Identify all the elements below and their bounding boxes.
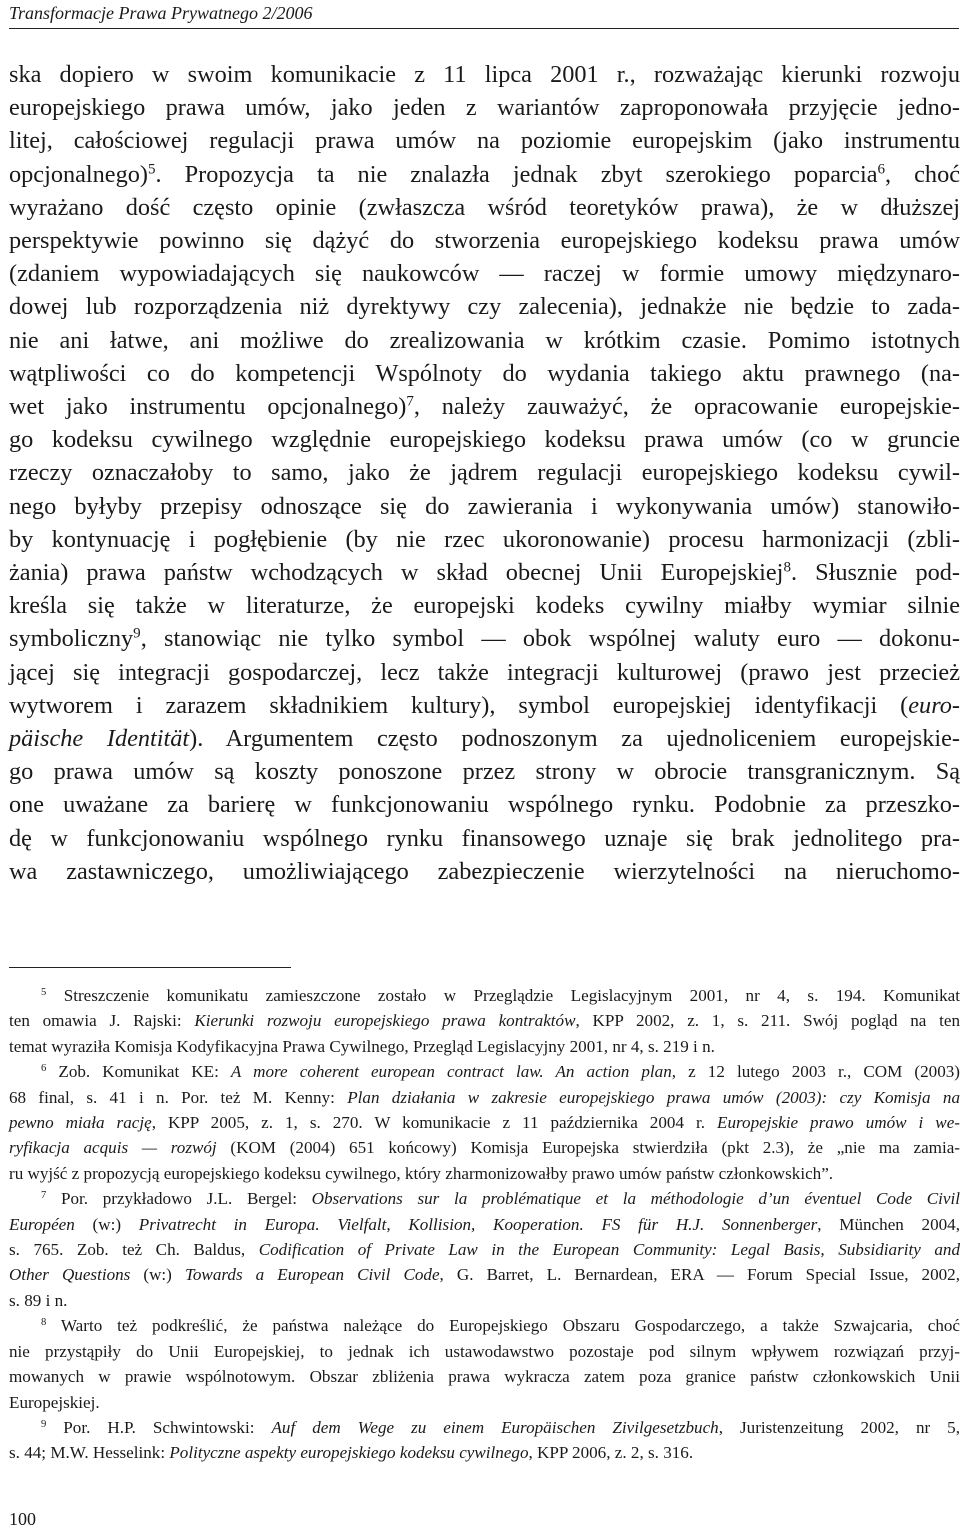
text-line: wet jako instrumentu opcjonalnego)$^7$, należy zauważyć, że opracowanie europejskie- — [9, 393, 960, 421]
footnote-number: 8 — [41, 1317, 47, 1329]
text-line: dę w funkcjonowaniu wspólnego rynku finansowego uznaje się brak jednolitego pra- — [9, 824, 960, 852]
text-line: europejskiego prawa umów, jako jeden z wariantów zaproponowała przyjęcie jedno- — [9, 94, 960, 122]
footnote-ref: 5 — [147, 161, 156, 178]
footnote-number: 6 — [41, 1063, 47, 1075]
text-line: ska dopiero w swoim komunikacie z 11 lipca 2001 r., rozważając kierunki rozwoju — [9, 61, 960, 88]
footnote-line: 68 final, s. 41 i n. Por. też M. Kenny: Plan działania w zakresie europejskiego prawa umów (2003): czy Komisja na — [9, 1087, 960, 1107]
footnote-line: s. 44; M.W. Hesselink: Polityczne aspekty europejskiego kodeksu cywilnego, KPP 2006, z. 2, s. 316. — [9, 1443, 694, 1463]
text-line: nego byłyby przepisy odnoszące się do zawierania i wykonywania umów) stanowiło- — [9, 492, 960, 520]
footnote-line: ryfikacja acquis — rozwój (KOM (2004) 651 końcowy) Komisja Europejska stwierdziła (pkt 2.3), że „nie ma zamia- — [9, 1138, 960, 1158]
footnote-line: mowanych w prawie wspólnotowym. Obszar zbliżenia prawa wykracza zatem poza granice państw członkowskich Unii — [9, 1367, 960, 1387]
text-line: one uważane za barierę w funkcjonowaniu wspólnego rynku. Podobnie za przeszko- — [9, 791, 960, 819]
header-rule — [9, 28, 959, 29]
footnotes — [9, 983, 960, 1466]
text-line: go kodeksu cywilnego względnie europejskiego kodeksu prawa umów (co w gruncie — [9, 426, 960, 454]
footnote-8: $^8$ Warto też podkreślić, że państwa należące do Europejskiego Obszaru Gospodarczego, a także Szwajcaria, choć — [41, 1316, 960, 1336]
text-line: (zdaniem wypowiadających się naukowców — raczej w formie umowy międzynaro- — [9, 260, 960, 288]
page-number: 100 — [9, 1509, 36, 1529]
footnote-line: pewno miała rację, KPP 2005, z. 1, s. 270. W komunikacie z 11 października 2004 r. Europejskie prawo umów i we- — [9, 1113, 960, 1133]
text-line: wytworem i zarazem składnikiem kultury), symbol europejskiej identyfikacji (euro- — [9, 691, 960, 719]
text-line: symboliczny$^9$, stanowiąc nie tylko symbol — obok wspólnej waluty euro — dokonu- — [9, 625, 960, 653]
footnote-number: 9 — [41, 1419, 47, 1431]
text-line: dowej lub rozporządzenia niż dyrektywy czy zalecenia), jednakże nie będzie to zada- — [9, 293, 960, 321]
main-text — [9, 58, 960, 888]
running-header: Transformacje Prawa Prywatnego 2/2006 — [9, 3, 313, 23]
text-line: go prawa umów są koszty ponoszone przez strony w obrocie transgranicznym. Są — [9, 758, 960, 786]
footnote-line: ten omawia J. Rajski: Kierunki rozwoju europejskiego prawa kontraktów, KPP 2002, z. 1, s. 211. Swój pogląd na ten — [9, 1011, 960, 1031]
text-line: by kontynuację i pogłębienie (by nie rzec ukoronowanie) procesu harmonizacji (zbli- — [9, 525, 960, 553]
text-line: kreśla się także w literaturze, że europejski kodeks cywilny miałby wymiar silnie — [9, 592, 960, 620]
footnote-line: ru wyjść z propozycją europejskiego kodeksu cywilnego, który zharmonizowałby prawo umów państw członkowskich”. — [9, 1163, 834, 1183]
footnote-line: Other Questions (w:) Towards a European Civil Code, G. Barret, L. Bernardean, ERA — Forum Special Issue, 2002, — [9, 1265, 960, 1285]
footnote-number: 7 — [41, 1190, 47, 1202]
text-line: rzeczy oznaczałoby to samo, jako że jądrem regulacji europejskiego kodeksu cywil- — [9, 459, 960, 487]
text-line: żania) prawa państw wchodzących w skład obecnej Unii Europejskiej$^8$. Słusznie pod- — [9, 559, 960, 587]
footnote-ref: 6 — [877, 161, 886, 178]
text-line: päische Identität). Argumentem często podnoszonym za ujednoliceniem europejskie- — [9, 725, 960, 753]
text-line: nie ani łatwe, ani możliwe do zrealizowania w krótkim czasie. Pomimo istotnych — [9, 326, 960, 354]
footnote-line: nie przystąpiły do Unii Europejskiej, to jednak ich ustawodawstwo pozostaje pod silnym wpływem rozwiązań przyj- — [9, 1341, 960, 1361]
footnote-ref: 7 — [406, 393, 414, 410]
text-line: wa zastawniczego, umożliwiającego zabezpieczenie wierzytelności na nieruchomo- — [9, 857, 960, 885]
text-line: perspektywie powinno się dążyć do stworzenia europejskiego kodeksu prawa umów — [9, 227, 960, 255]
footnote-line: Européen (w:) Privatrecht in Europa. Vielfalt, Kollision, Kooperation. FS für H.J. Sonnenberger, München 2004, — [9, 1214, 960, 1234]
footnote-line: s. 89 i n. — [9, 1290, 68, 1310]
footnote-7: $^7$ Por. przykładowo J.L. Bergel: Observations sur la problématique et la méthodologie d’un éventuel Code Civil — [41, 1189, 960, 1209]
footnote-6: $^6$ Zob. Komunikat KE: A more coherent european contract law. An action plan, z 12 lutego 2003 r., COM (2003) — [41, 1062, 960, 1082]
footnote-5: $^5$ Streszczenie komunikatu zamieszczone zostało w Przeglądzie Legislacyjnym 2001, nr 4, s. 194. Komunikat — [41, 986, 960, 1005]
footnote-number: 5 — [41, 987, 47, 999]
footnote-9: $^9$ Por. H.P. Schwintowski: Auf dem Wege zu einem Europäischen Zivilgesetzbuch, Juristenzeitung 2002, nr 5, — [41, 1417, 960, 1437]
text-line: opcjonalnego)$^5$. Propozycja ta nie znalazła jednak zbyt szerokiego poparcia$^6$, choć — [9, 160, 960, 188]
text-line: wątpliwości co do kompetencji Wspólnoty do wydania takiego aktu prawnego (na- — [9, 359, 960, 387]
text-line: litej, całościowej regulacji prawa umów na poziomie europejskim (jako instrumentu — [9, 127, 960, 155]
footnote-line: s. 765. Zob. też Ch. Baldus, Codification of Private Law in the European Community: Legal Basis, Subsidiarity and — [9, 1240, 960, 1260]
footnote-ref: 9 — [133, 626, 141, 643]
text-line: jącej się integracji gospodarczej, lecz także integracji kulturowej (prawo jest przecież — [9, 658, 960, 686]
footnote-separator — [9, 967, 291, 968]
footnote-line: Europejskiej. — [9, 1392, 100, 1412]
text-line: wyrażano dość często opinie (zwłaszcza wśród teoretyków prawa), że w dłuższej — [9, 193, 960, 221]
footnote-ref: 8 — [783, 559, 791, 576]
footnote-line: temat wyraziła Komisja Kodyfikacyjna Prawa Cywilnego, Przegląd Legislacyjny 2001, nr 4, s. 219 i n. — [9, 1036, 715, 1056]
